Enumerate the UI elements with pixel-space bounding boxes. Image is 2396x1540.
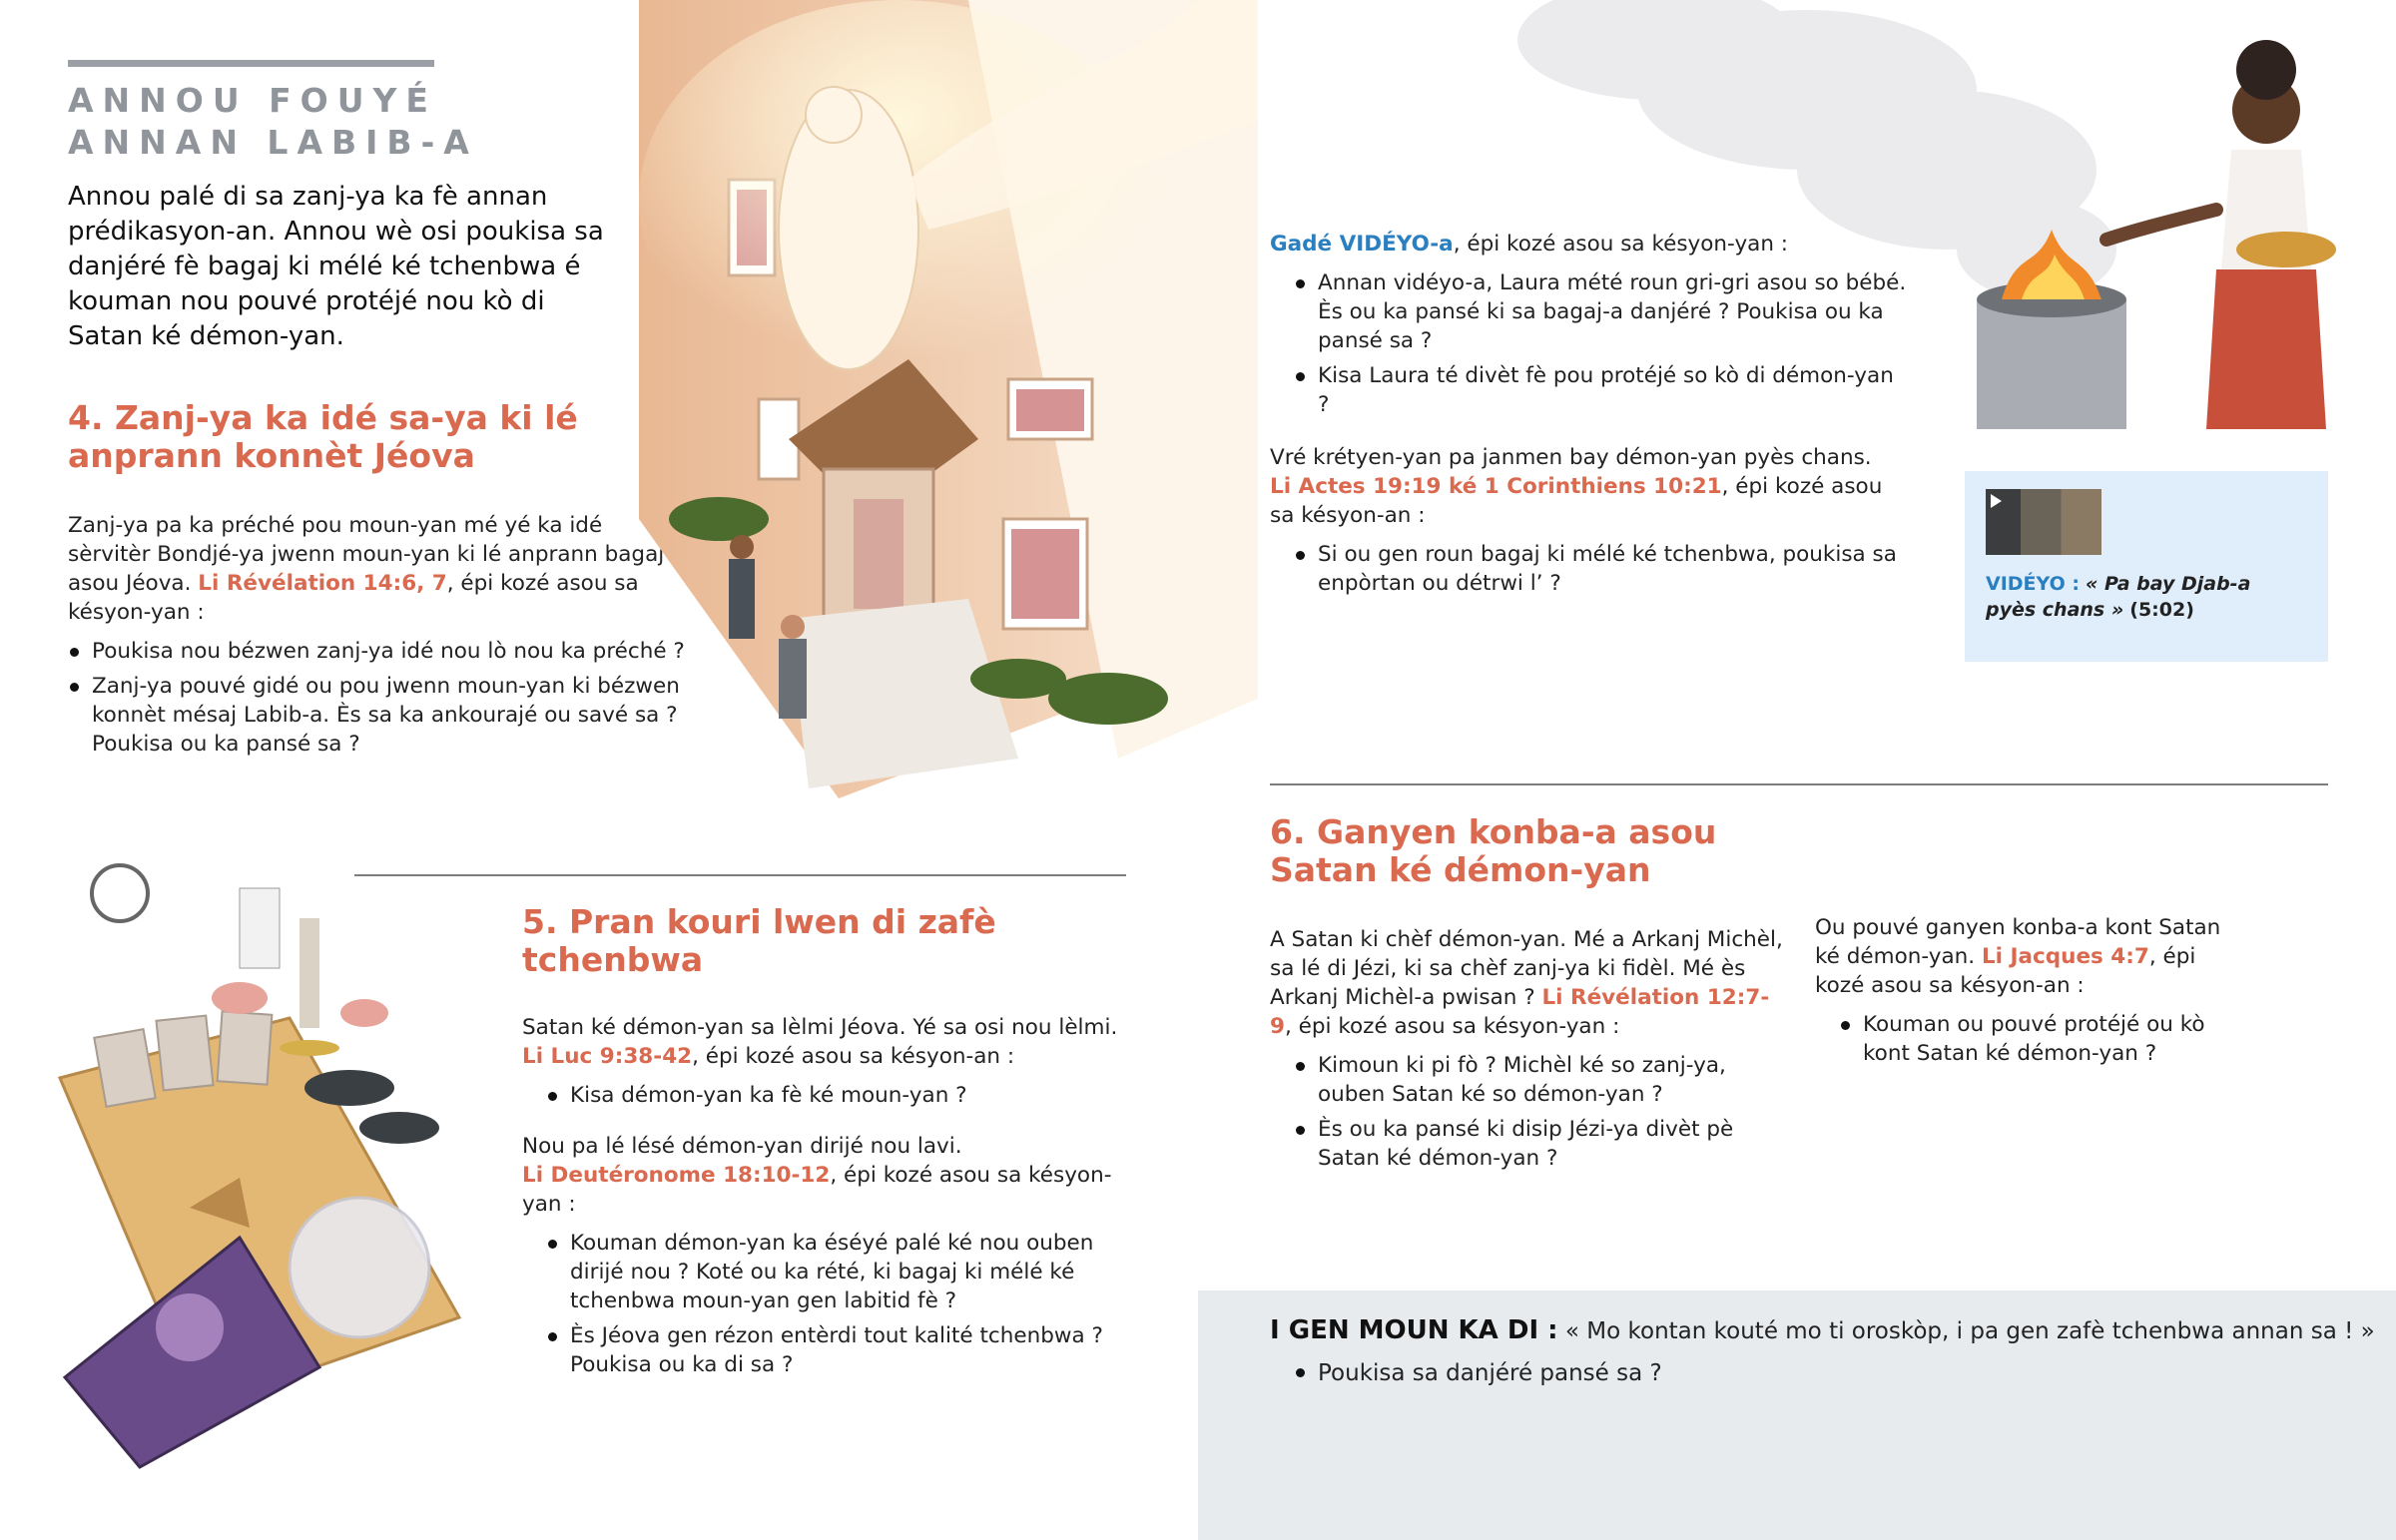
section-5-text-2: Nou pa lé lésé démon-yan dirijé nou lavi. [522,1134,962,1159]
question-item: Ès Jéova gen rézon entèrdi tout kalité tchenbwa ? Poukisa ou ka di sa ? [546,1321,1141,1379]
section-5-title: 5. Pran kouri lwen di zafè tchenbwa [522,902,996,979]
burning-objects-illustration [1478,0,2356,439]
angel-house-illustration [639,0,1258,798]
some-people-say-label: I GEN MOUN KA DI : [1270,1315,1558,1345]
video-card[interactable] [1965,471,2328,662]
video-text-2: Vré krétyen-yan pa janmen bay démon-yan pyès chans. [1270,445,1872,470]
play-icon[interactable] [1991,494,2002,508]
section-4-body [68,511,687,759]
section-4-text: Zanj-ya pa ka préché pou moun-yan mé yé ka idé sèrvitèr Bondjé-ya jwenn moun-yan ki lé anprann bagaj asou Jéova. [68,513,665,596]
video-label: VIDÉYO : [1986,573,2080,595]
some-people-say [1270,1314,2378,1395]
section-6-title: 6. Ganyen konba-a asou Satan ké démon-yan [1270,812,1717,889]
section-5-text-1: Satan ké démon-yan sa lèlmi Jéova. Yé sa osi nou lèlmi. [522,1015,1118,1040]
section-5-reference-2[interactable]: Li Deutéronome 18:10-12 [522,1163,831,1188]
section-4 [68,399,687,765]
section-6-questions [1294,1051,1789,1173]
question-item: Annan vidéyo-a, Laura mété roun gri-gri asou so bébé. Ès ou ka pansé ki sa bagaj-a danjéré ? Poukisa ou ka pansé sa ? [1294,268,1909,355]
some-people-say-quote: « Mo kontan kouté mo ti oroskòp, i pa gen zafè tchenbwa annan sa ! » [1564,1318,2375,1344]
video-duration: (5:02) [2129,599,2194,621]
section-kicker [68,80,487,164]
video-title[interactable]: « Pa bay Djab-a pyès chans » [1986,573,2251,621]
section-4-reference[interactable]: Li Révélation 14:6, 7 [198,571,447,596]
intro-text: Annou palé di sa zanj-ya ka fè annan prédikasyon-an. Annou wè osi poukisa sa danjéré fè bagaj ki mélé ké tchenbwa é kouman nou pouvé protéjé nou kò di Satan ké démon-yan. [68,182,604,351]
section-6-right-prompt: , épi kozé asou sa késyon-an : [1815,944,2196,998]
video-prompt-2: , épi kozé asou sa késyon-an : [1270,474,1883,528]
kicker-line-1: ANNOU FOUYÉ [68,81,437,120]
question-item: Zanj-ya pouvé gidé ou pou jwenn moun-yan ki bézwen konnèt mésaj Labib-a. Ès sa ka ankourajé ou savé sa ? Poukisa ou ka pansé sa ? [68,672,687,759]
video-prompt: , épi kozé asou sa késyon-yan : [1453,232,1789,257]
question-item: Si ou gen roun bagaj ki mélé ké tchenbwa, poukisa sa enpòrtan ou détrwi l’ ? [1294,540,1909,598]
video-link[interactable]: Gadé VIDÉYO-a [1270,232,1454,257]
section-6-prompt: , épi kozé asou sa késyon-yan : [1284,1014,1620,1039]
video-reference[interactable]: Li Actes 19:19 ké 1 Corinthiens 10:21 [1270,474,1722,499]
section-4-questions [68,637,687,759]
question-item: Kouman ou pouvé protéjé ou kò kont Satan ké démon-yan ? [1839,1010,2234,1068]
section-5-body [522,1013,1141,1379]
section-6-right-text: Ou pouvé ganyen konba-a kont Satan ké démon-yan. [1815,915,2221,969]
section-5-prompt-2: , épi kozé asou sa késyon-yan : [522,1163,1112,1217]
video-thumbnail[interactable] [1986,489,2101,555]
section-4-title: 4. Zanj-ya ka idé sa-ya ki lé anprann konnèt Jéova [68,398,578,475]
section-6-text: A Satan ki chèf démon-yan. Mé a Arkanj Michèl, sa lé di Jézi, ki sa chèf zanj-ya ki fidèl. Mé ès Arkanj Michèl-a pwisan ? [1270,927,1783,1010]
header-rule [68,60,434,67]
question-item: Kisa démon-yan ka fè ké moun-yan ? [546,1081,1141,1110]
section-5-questions-2 [546,1229,1141,1379]
section-4-prompt: , épi kozé asou sa késyon-yan : [68,571,639,625]
section-6-right [1815,913,2234,1074]
question-item: Kimoun ki pi fò ? Michèl ké so zanj-ya, ouben Satan ké so démon-yan ? [1294,1051,1789,1109]
section-6-right-questions [1839,1010,2234,1068]
section-6-rule [1270,783,2328,785]
some-people-say-questions [1294,1357,2378,1389]
question-item: Ès ou ka pansé ki disip Jézi-ya divèt pè Satan ké démon-yan ? [1294,1115,1789,1173]
question-item: Poukisa sa danjéré pansé sa ? [1294,1357,2378,1389]
section-5-prompt-1: , épi kozé asou sa késyon-an : [692,1044,1015,1069]
section-5-questions-1 [546,1081,1141,1110]
section-6-reference[interactable]: Li Révélation 12:7-9 [1270,985,1770,1039]
question-item: Kouman démon-yan ka éséyé palé ké nou ouben dirijé nou ? Koté ou ka rété, ki bagaj ki mélé ké tchenbwa moun-yan gen labitid fè ? [546,1229,1141,1315]
section-6-right-reference[interactable]: Li Jacques 4:7 [1981,944,2149,969]
question-item: Kisa Laura té divèt fè pou protéjé so kò di démon-yan ? [1294,361,1909,419]
video-caption [1986,571,2305,623]
video-questions-2 [1294,540,1909,598]
some-people-say-box [1198,1290,2396,1540]
section-5-reference-1[interactable]: Li Luc 9:38-42 [522,1044,693,1069]
section-5 [522,903,1141,1385]
section-6 [1270,813,1789,1179]
occult-objects-illustration [40,848,519,1487]
section-6-body [1270,925,1789,1173]
question-item: Poukisa nou bézwen zanj-ya idé nou lò nou ka préché ? [68,637,687,666]
kicker-line-2: ANNAN LABIB-A [68,123,478,162]
